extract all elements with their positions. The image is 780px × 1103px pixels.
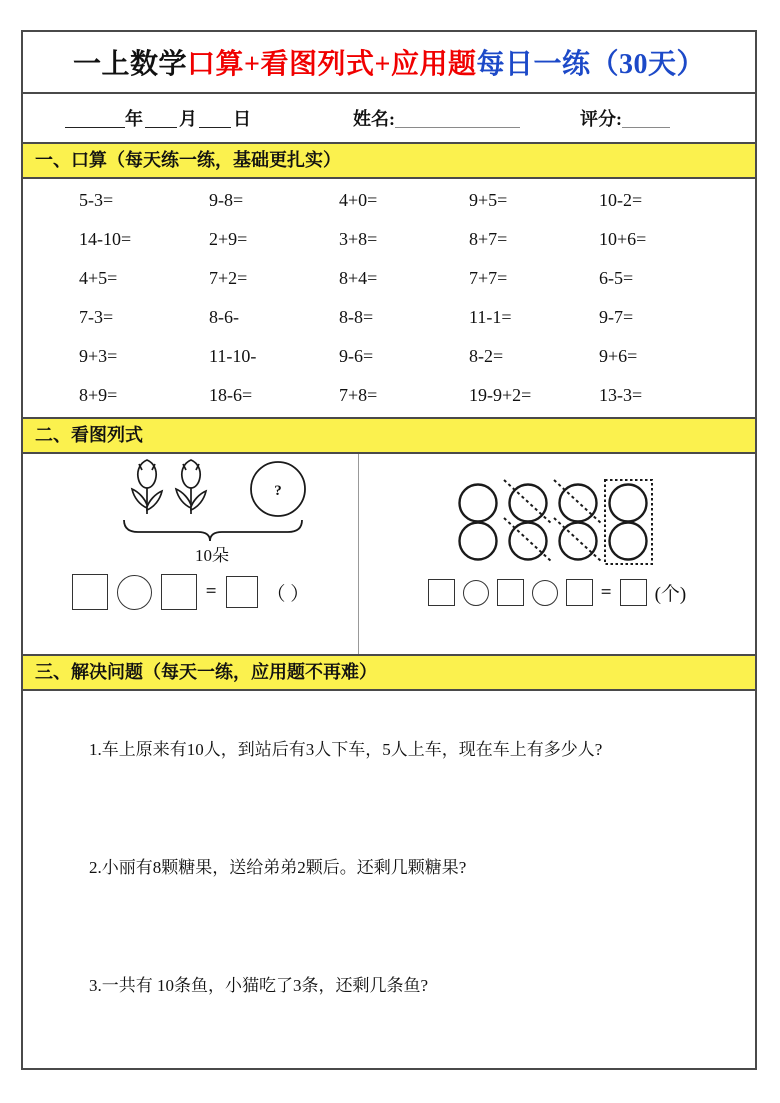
worksheet-page bbox=[21, 30, 757, 1070]
unit-label: (个) bbox=[654, 584, 687, 605]
tulip-icon bbox=[176, 460, 206, 514]
oral-problem[interactable]: 9+3= bbox=[79, 346, 118, 366]
oral-problem[interactable]: 5-3= bbox=[79, 190, 114, 210]
question-mark: ? bbox=[273, 483, 282, 499]
answer-box[interactable] bbox=[428, 579, 455, 606]
flowers-figure bbox=[60, 454, 322, 566]
oral-problem[interactable]: 8+9= bbox=[79, 385, 118, 405]
info-bar bbox=[23, 94, 755, 142]
circles-answer-row bbox=[428, 579, 686, 606]
section-oral-heading: 一、口算（每天练一练，基础更扎实） bbox=[23, 142, 755, 179]
section-word-heading: 三、解决问题（每天一练，应用题不再难） bbox=[23, 654, 755, 691]
word-problem: 3.一共有 10条鱼，小猫吃了3条，还剩几条鱼? bbox=[89, 976, 429, 995]
circles-figure bbox=[455, 478, 659, 568]
equals-sign: = bbox=[205, 581, 217, 602]
oral-problem[interactable]: 9-6= bbox=[339, 346, 374, 366]
word-problems-area bbox=[23, 691, 755, 999]
title-grade-part: 一上数学 bbox=[73, 49, 188, 80]
picture-problems-row bbox=[23, 454, 755, 654]
day-label: 日 bbox=[233, 109, 251, 129]
answer-box[interactable] bbox=[72, 574, 108, 610]
operator-circle[interactable] bbox=[117, 575, 152, 610]
oral-problem[interactable]: 3+8= bbox=[339, 229, 378, 249]
month-blank-field[interactable] bbox=[145, 109, 177, 128]
oral-problem[interactable]: 2+9= bbox=[209, 229, 248, 249]
tulip-icon bbox=[132, 460, 162, 514]
circle bbox=[460, 485, 497, 522]
result-box[interactable] bbox=[620, 579, 647, 606]
oral-problem[interactable]: 8+4= bbox=[339, 268, 378, 288]
name-blank-field[interactable] bbox=[395, 109, 520, 128]
title-daily-part: 每日一练（30天） bbox=[476, 49, 705, 80]
operator-circle[interactable] bbox=[463, 580, 489, 606]
oral-problem[interactable]: 10+6= bbox=[599, 229, 647, 249]
score-label: 评分: bbox=[580, 109, 622, 129]
section-pictures-heading: 二、看图列式 bbox=[23, 417, 755, 454]
equals-sign: = bbox=[600, 581, 612, 603]
oral-problem[interactable]: 7+7= bbox=[469, 268, 508, 288]
oral-problem[interactable]: 6-5= bbox=[599, 268, 634, 288]
page-title bbox=[23, 32, 755, 94]
answer-box[interactable] bbox=[161, 574, 197, 610]
oral-problem[interactable]: 9-7= bbox=[599, 307, 634, 327]
name-label: 姓名: bbox=[353, 109, 395, 129]
oral-problem[interactable]: 8-2= bbox=[469, 346, 504, 366]
oral-problem[interactable]: 4+5= bbox=[79, 268, 118, 288]
flower-answer-row bbox=[72, 574, 310, 610]
oral-problem[interactable]: 4+0= bbox=[339, 190, 378, 210]
unit-label: （ ） bbox=[266, 583, 310, 605]
oral-problem[interactable]: 7+2= bbox=[209, 268, 248, 288]
oral-calc-grid bbox=[23, 179, 755, 417]
circle bbox=[610, 523, 647, 560]
month-label: 月 bbox=[179, 109, 197, 129]
brace-count-label: 10朵 bbox=[194, 546, 229, 565]
year-label: 年 bbox=[125, 109, 143, 129]
title-topics-part: 口算+看图列式+应用题 bbox=[187, 49, 477, 80]
word-problem: 2.小丽有8颗糖果，送给弟弟2颗后。还剩几颗糖果? bbox=[89, 858, 467, 877]
day-blank-field[interactable] bbox=[199, 109, 231, 128]
oral-problem[interactable]: 10-2= bbox=[599, 190, 643, 210]
oral-problem[interactable]: 9+5= bbox=[469, 190, 508, 210]
word-problem: 1.车上原来有10人，到站后有3人下车，5人上车，现在车上有多少人? bbox=[89, 740, 603, 759]
oral-problem[interactable]: 9+6= bbox=[599, 346, 638, 366]
oral-problem[interactable]: 11-1= bbox=[469, 307, 512, 327]
oral-problem[interactable]: 13-3= bbox=[599, 385, 643, 405]
result-box[interactable] bbox=[226, 576, 258, 608]
underbrace bbox=[124, 520, 302, 541]
circle bbox=[460, 523, 497, 560]
oral-problem[interactable]: 8+7= bbox=[469, 229, 508, 249]
oral-problem[interactable]: 7-3= bbox=[79, 307, 114, 327]
picture-problem-circles bbox=[359, 454, 755, 654]
answer-box[interactable] bbox=[566, 579, 593, 606]
score-blank-field[interactable] bbox=[622, 109, 670, 128]
picture-problem-flowers bbox=[23, 454, 359, 654]
circle bbox=[610, 485, 647, 522]
oral-problem[interactable]: 8-8= bbox=[339, 307, 374, 327]
oral-problem[interactable]: 9-8= bbox=[209, 190, 244, 210]
oral-problem[interactable]: 7+8= bbox=[339, 385, 378, 405]
oral-problem[interactable]: 14-10= bbox=[79, 229, 132, 249]
oral-problem[interactable]: 8-6- bbox=[209, 307, 239, 327]
oral-problem[interactable]: 11-10- bbox=[209, 346, 257, 366]
answer-box[interactable] bbox=[497, 579, 524, 606]
oral-problem[interactable]: 18-6= bbox=[209, 385, 253, 405]
year-blank-field[interactable] bbox=[65, 109, 125, 128]
oral-problem[interactable]: 19-9+2= bbox=[469, 385, 532, 405]
operator-circle[interactable] bbox=[532, 580, 558, 606]
